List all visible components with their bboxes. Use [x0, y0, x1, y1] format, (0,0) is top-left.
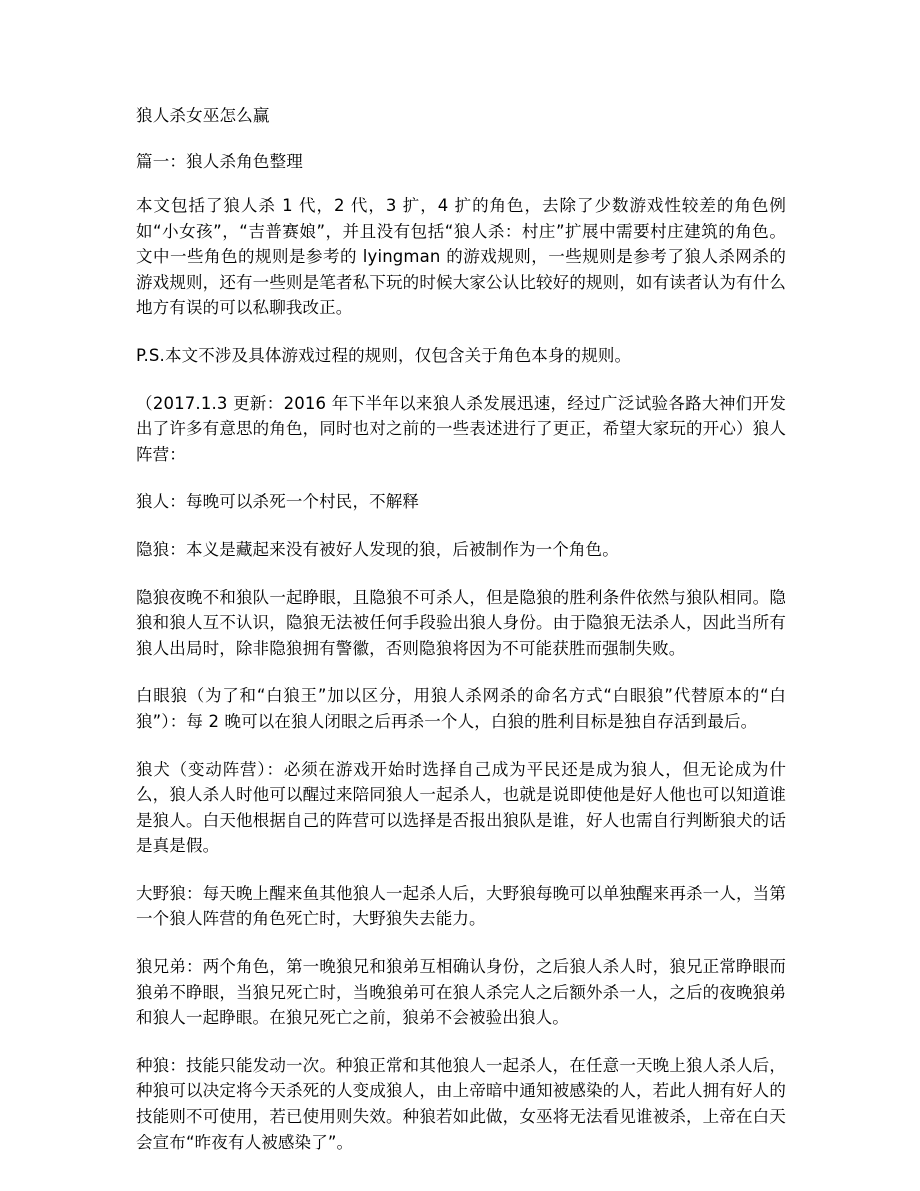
section-heading: 篇一：狼人杀角色整理: [136, 152, 303, 171]
paragraph-wolf-dog: 狼犬（变动阵营）：必须在游戏开始时选择自己成为平民还是成为狼人，但无论成为什么，狼人杀人时他可以醒过来陪同狼人一起杀人，也就是说即使他是好人他也可以知道谁是狼人。白天他根据自己的阵营可以选择是否报出狼队是谁，好人也需自行判断狼犬的话是真是假。: [136, 759, 786, 856]
document-title: 狼人杀女巫怎么赢: [136, 106, 270, 125]
paragraph-white-eye-wolf: 白眼狼（为了和“白狼王”加以区分，用狼人杀网杀的命名方式“白眼狼”代替原本的“白狼”）：每 2 晚可以在狼人闭眼之后再杀一个人，白狼的胜利目标是独自存活到最后。: [136, 686, 786, 731]
paragraph-update-note: （2017.1.3 更新：2016 年下半年以来狼人杀发展迅速，经过广泛试验各路大神们开发出了许多有意思的角色，同时也对之前的一些表述进行了更正，希望大家玩的开心）狼人阵营：: [136, 393, 786, 464]
paragraph-hidden-wolf-detail: 隐狼夜晚不和狼队一起睁眼，且隐狼不可杀人，但是隐狼的胜利条件依然与狼队相同。隐狼和狼人互不认识，隐狼无法被任何手段验出狼人身份。由于隐狼无法杀人，因此当所有狼人出局时，除非隐狼拥有警徽，否则隐狼将因为不可能获胜而强制失败。: [136, 587, 786, 658]
paragraph-intro: 本文包括了狼人杀 1 代，2 代，3 扩，4 扩的角色，去除了少数游戏性较差的角色例如“小女孩”，“吉普赛娘”，并且没有包括“狼人杀：村庄”扩展中需要村庄建筑的角色。文中一些角色的规则是参考的 lyingman 的游戏规则，一些规则是参考了狼人杀网杀的游戏规则，还有一些则是笔者私下玩的时候大家公认比较好的规则，如有读者认为有什么地方有误的可以私聊我改正。: [136, 196, 786, 318]
paragraph-hidden-wolf: 隐狼：本义是藏起来没有被好人发现的狼，后被制作为一个角色。: [136, 539, 619, 559]
paragraph-seed-wolf: 种狼：技能只能发动一次。种狼正常和其他狼人一起杀人，在任意一天晚上狼人杀人后，种狼可以决定将今天杀死的人变成狼人，由上帝暗中通知被感染的人，若此人拥有好人的技能则不可使用，若已使用则失效。种狼若如此做，女巫将无法看见谁被杀，上帝在白天会宣布“昨夜有人被感染了”。: [136, 1055, 786, 1152]
paragraph-ps-note: P.S.本文不涉及具体游戏过程的规则，仅包含关于角色本身的规则。: [136, 345, 632, 365]
paragraph-wolf-brothers: 狼兄弟：两个角色，第一晚狼兄和狼弟互相确认身份，之后狼人杀人时，狼兄正常睁眼而狼弟不睁眼，当狼兄死亡时，当晚狼弟可在狼人杀完人之后额外杀一人，之后的夜晚狼弟和狼人一起睁眼。在狼兄死亡之前，狼弟不会被验出狼人。: [136, 957, 786, 1028]
document-body: [136, 101, 786, 1177]
paragraph-werewolf: 狼人：每晚可以杀死一个村民，不解释: [136, 492, 420, 512]
paragraph-big-bad-wolf: 大野狼：每天晚上醒来鱼其他狼人一起杀人后，大野狼每晚可以单独醒来再杀一人，当第一个狼人阵营的角色死亡时，大野狼失去能力。: [136, 883, 786, 929]
